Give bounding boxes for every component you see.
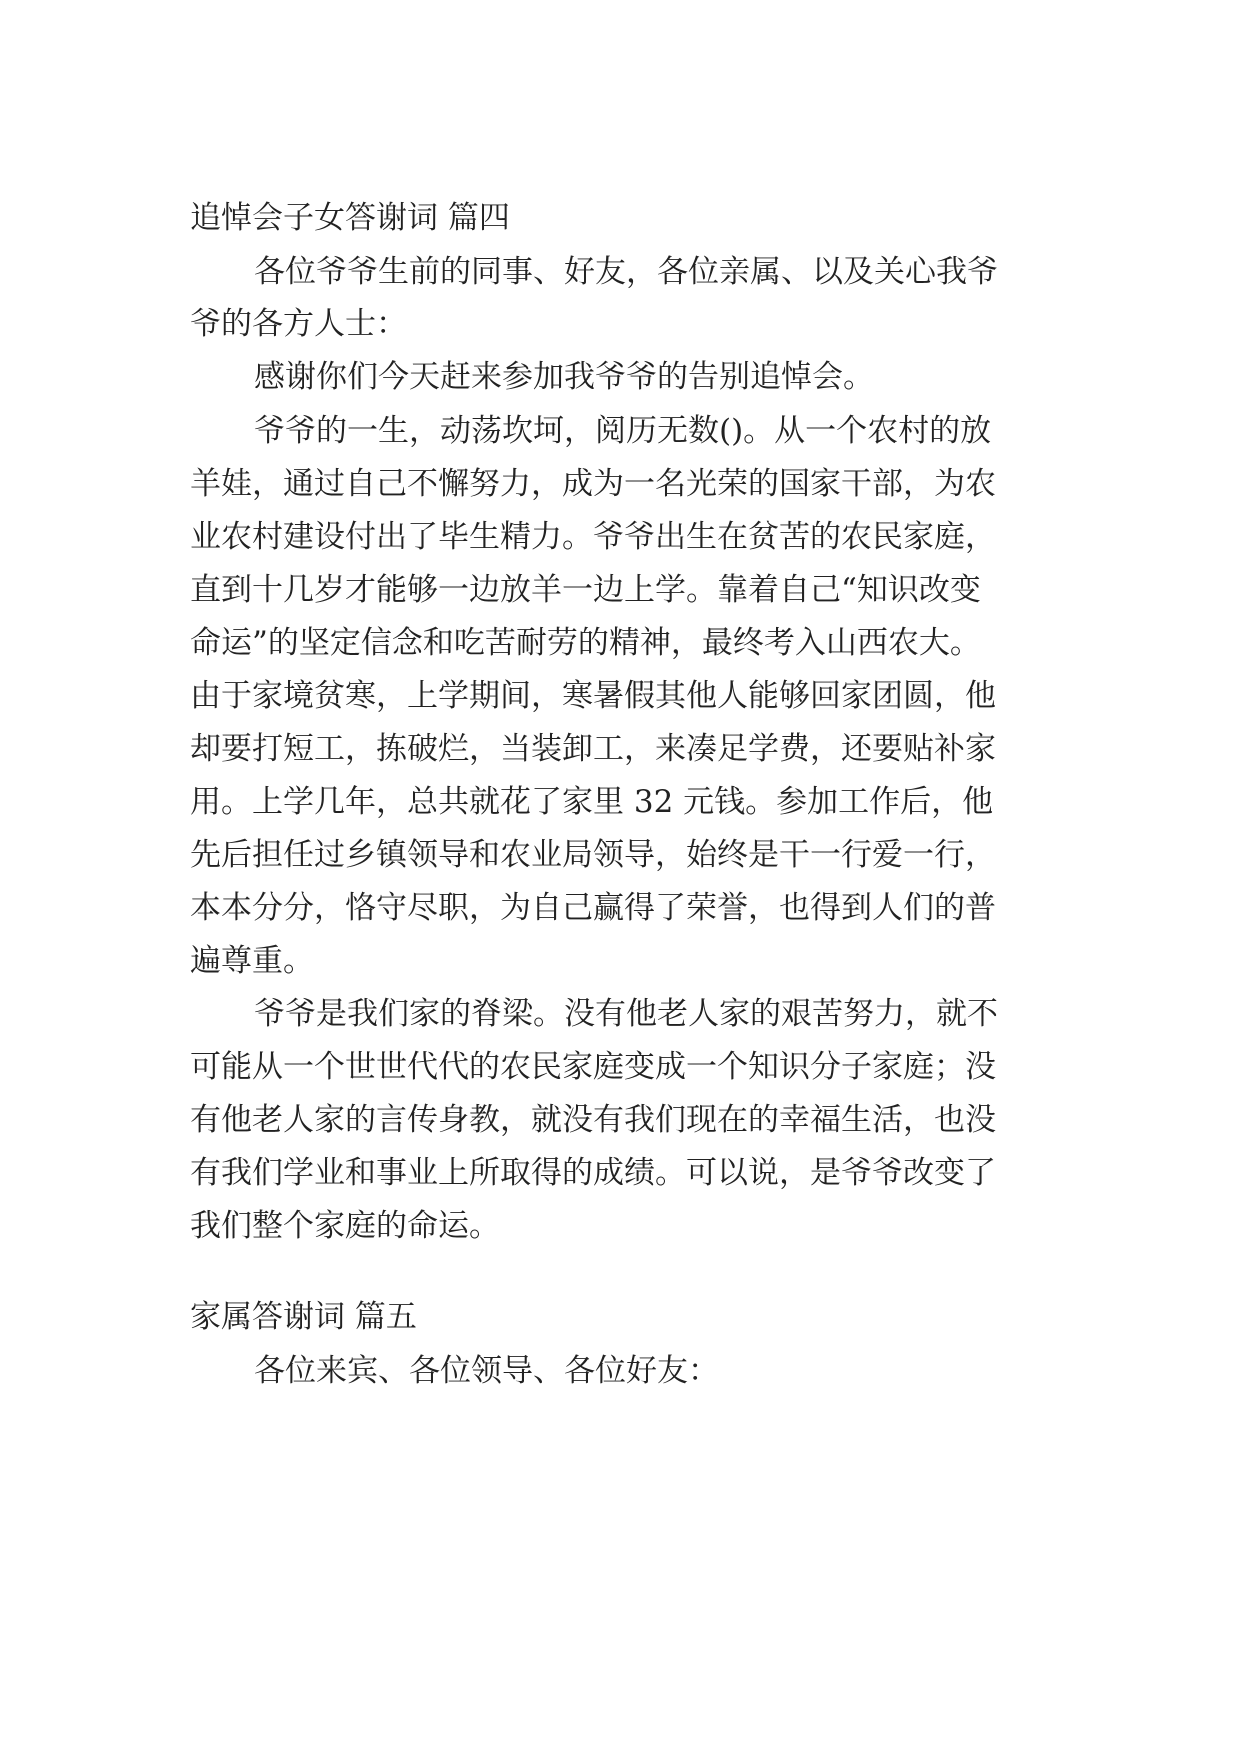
paragraph-line: 爷爷的一生，动荡坎坷，阅历无数()。从一个农村的放 [254,413,992,449]
paragraph-line: 命运”的坚定信念和吃苦耐劳的精神，最终考入山西农大。 [190,625,981,661]
section-4-title: 追悼会子女答谢词 篇四 [190,200,510,236]
paragraph-line: 羊娃，通过自己不懈努力，成为一名光荣的国家干部，为农 [190,466,996,502]
paragraph-line: 直到十几岁才能够一边放羊一边上学。靠着自己“知识改变 [190,572,981,608]
section-5-title: 家属答谢词 篇五 [190,1299,417,1335]
paragraph-line: 有我们学业和事业上所取得的成绩。可以说，是爷爷改变了 [190,1155,996,1191]
paragraph-line: 有他老人家的言传身教，就没有我们现在的幸福生活，也没 [190,1102,996,1138]
paragraph-line: 感谢你们今天赶来参加我爷爷的告别追悼会。 [254,359,874,395]
paragraph-line: 爷爷是我们家的脊梁。没有他老人家的艰苦努力，就不 [254,996,998,1032]
paragraph-line: 由于家境贫寒，上学期间，寒暑假其他人能够回家团圆，他 [190,678,996,714]
paragraph-line: 本本分分，恪守尽职，为自己赢得了荣誉，也得到人们的普 [190,890,996,926]
paragraph-line: 先后担任过乡镇领导和农业局领导，始终是干一行爱一行， [190,837,996,873]
paragraph-line: 我们整个家庭的命运。 [190,1208,500,1244]
paragraph-line: 各位爷爷生前的同事、好友，各位亲属、以及关心我爷 [254,254,998,290]
paragraph-line: 遍尊重。 [190,943,314,979]
paragraph-line: 却要打短工，拣破烂，当装卸工，来凑足学费，还要贴补家 [190,731,996,767]
paragraph-line: 用。上学几年，总共就花了家里 32 元钱。参加工作后，他 [190,784,994,820]
paragraph-line: 可能从一个世世代代的农民家庭变成一个知识分子家庭；没 [190,1049,996,1085]
paragraph-line: 爷的各方人士： [190,306,407,342]
paragraph-line: 各位来宾、各位领导、各位好友： [254,1353,719,1389]
paragraph-line: 业农村建设付出了毕生精力。爷爷出生在贫苦的农民家庭， [190,519,996,555]
